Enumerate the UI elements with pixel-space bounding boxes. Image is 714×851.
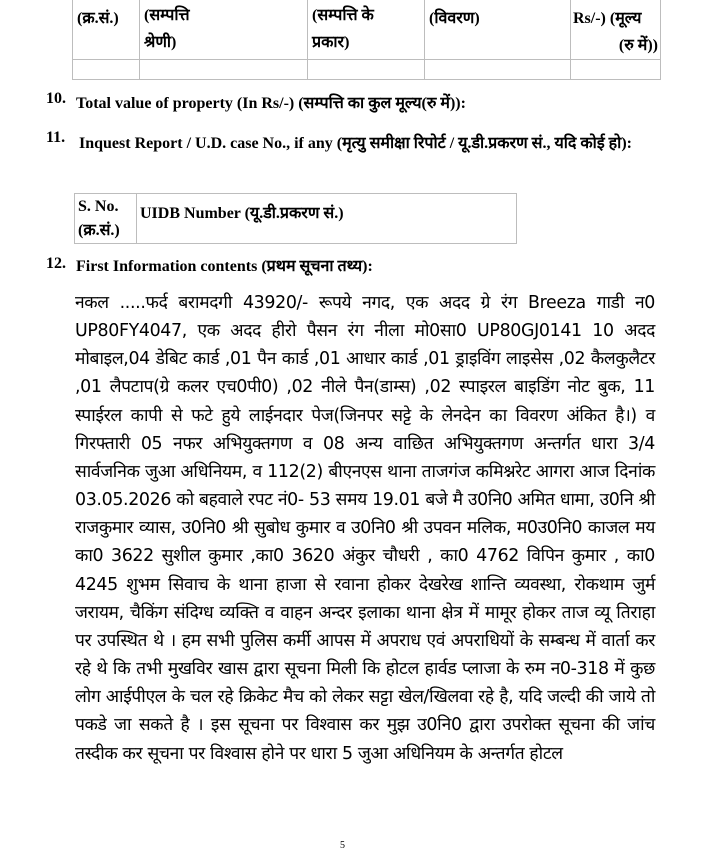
uidb-col-number [137,194,517,244]
property-col-type [308,0,425,60]
property-col-description [425,0,571,60]
fir-contents-text: नकल .....फर्द बरामदगी 43920/- रूपये नगद, एक अदद ग्रे रंग Breeza गाडी न0 UP80FY4047, एक अदद हीरो पैसन रंग नीला मो0सा0 UP80GJ0141 10 अदद मोबाइल,04 डेबिट कार्ड ,01 पैन कार्ड ,01 आधार कार्ड ,01 ड्राइविंग लाइसेस ,02 कैलकुलैटर ,01 लैपटाप(ग्रे कलर एच0पी0) ,02 नीले पैन(डाम्स) ,02 स्पाइरल बाइडिंग नोट बुक, 11 स्पाईरल कापी से फटे हुये लाईनदार पेज(जिनपर सट्टे के लेनदेन का विवरण अंकित है।) व गिरफ्तारी 05 नफर अभियुक्तगण व 08 अन्य वाछित अभियुक्तगण अन्तर्गत धारा 3/4 सार्वजनिक जुआ अधिनियम, व 112(2) बीएनएस थाना ताजगंज कमिश्नरेट आगरा आज दिनांक 03.05.2026 को बहवाले रपट नं0- 53 समय 19.01 बजे मै उ0नि0 अमित धामा, उ0नि श्री राजकुमार व्यास, उ0नि0 श्री सुबोध कुमार व उ0नि0 श्री उपवन मलिक, म0उ0नि0 काजल मय का0 3622 सुशील कुमार ,का0 3620 अंकुर चौधरी , का0 4762 विपिन कुमार , का0 4245 शुभम सिवाच के थाना हाजा से रवाना होकर देखरेख शान्ति व्यवस्था, रोकथाम जुर्म जरायम, चैकिंग संदिग्ध व्यक्ति व वाहन अन्दर इलाका थाना क्षेत्र में मामूर होकर ताज व्यू तिराहा पर उपस्थित थे । हम सभी पुलिस कर्मी आपस में अपराध एवं अपराधियों के सम्बन्ध में वार्ता कर रहे थे कि तभी मुखविर खास द्वारा सूचना मिली कि होटल हार्वड प्लाजा के रुम न0-318 में कुछ लोग आईपीएल के चल रहे क्रिकेट मैच को लेकर सट्टा खेल/खिलवा रहे है, यदि जल्दी की जाये तो पकडे जा सकते है । इस सूचना पर विश्वास कर मुझ उ0नि0 द्वारा उपरोक्त सूचना की जांच तस्दीक कर सूचना पर विश्वास होने पर धारा 5 जुआ अधिनियम के अन्तर्गत होटल [75,293,655,764]
col-description-header: (विवरण) [429,10,480,27]
item-10-number: 10. [46,90,66,107]
property-col-sno [73,0,140,60]
item-12-label: First Information contents (प्रथम सूचना तथ्य): [76,258,373,275]
property-col-category [140,0,308,60]
uidb-sno-line2: (क्र.सं.) [78,222,120,239]
property-table [72,0,661,80]
uidb-col-sno [75,194,137,244]
property-col-value [571,0,661,60]
col-sno-header: (क्र.सं.) [77,10,119,27]
page-number: 5 [340,840,345,851]
item-10-label: Total value of property (In Rs/-) (सम्पत्ति का कुल मूल्य(रु में)): [76,95,466,112]
col-type-header: (सम्पत्ति के प्रकार) [312,7,374,51]
col-value-header-line2: (रु में)) [618,37,658,54]
property-table-empty-row [73,60,661,80]
item-11-label: Inquest Report / U.D. case No., if any (मृत्यु समीक्षा रिपोर्ट / यू.डी.प्रकरण सं., यदि कोई हो): [79,135,632,152]
uidb-table-header-row [75,194,517,244]
col-category-header: (सम्पत्ति श्रेणी) [144,7,190,51]
uidb-table [74,193,517,244]
uidb-number-header: UIDB Number (यू.डी.प्रकरण सं.) [140,205,344,222]
col-value-header-line1: Rs/-) (मूल्य [573,10,642,27]
item-12-number: 12. [46,255,66,272]
property-table-header-row [73,0,661,60]
item-11-number: 11. [46,129,66,146]
uidb-sno-line1: S. No. [78,198,119,215]
